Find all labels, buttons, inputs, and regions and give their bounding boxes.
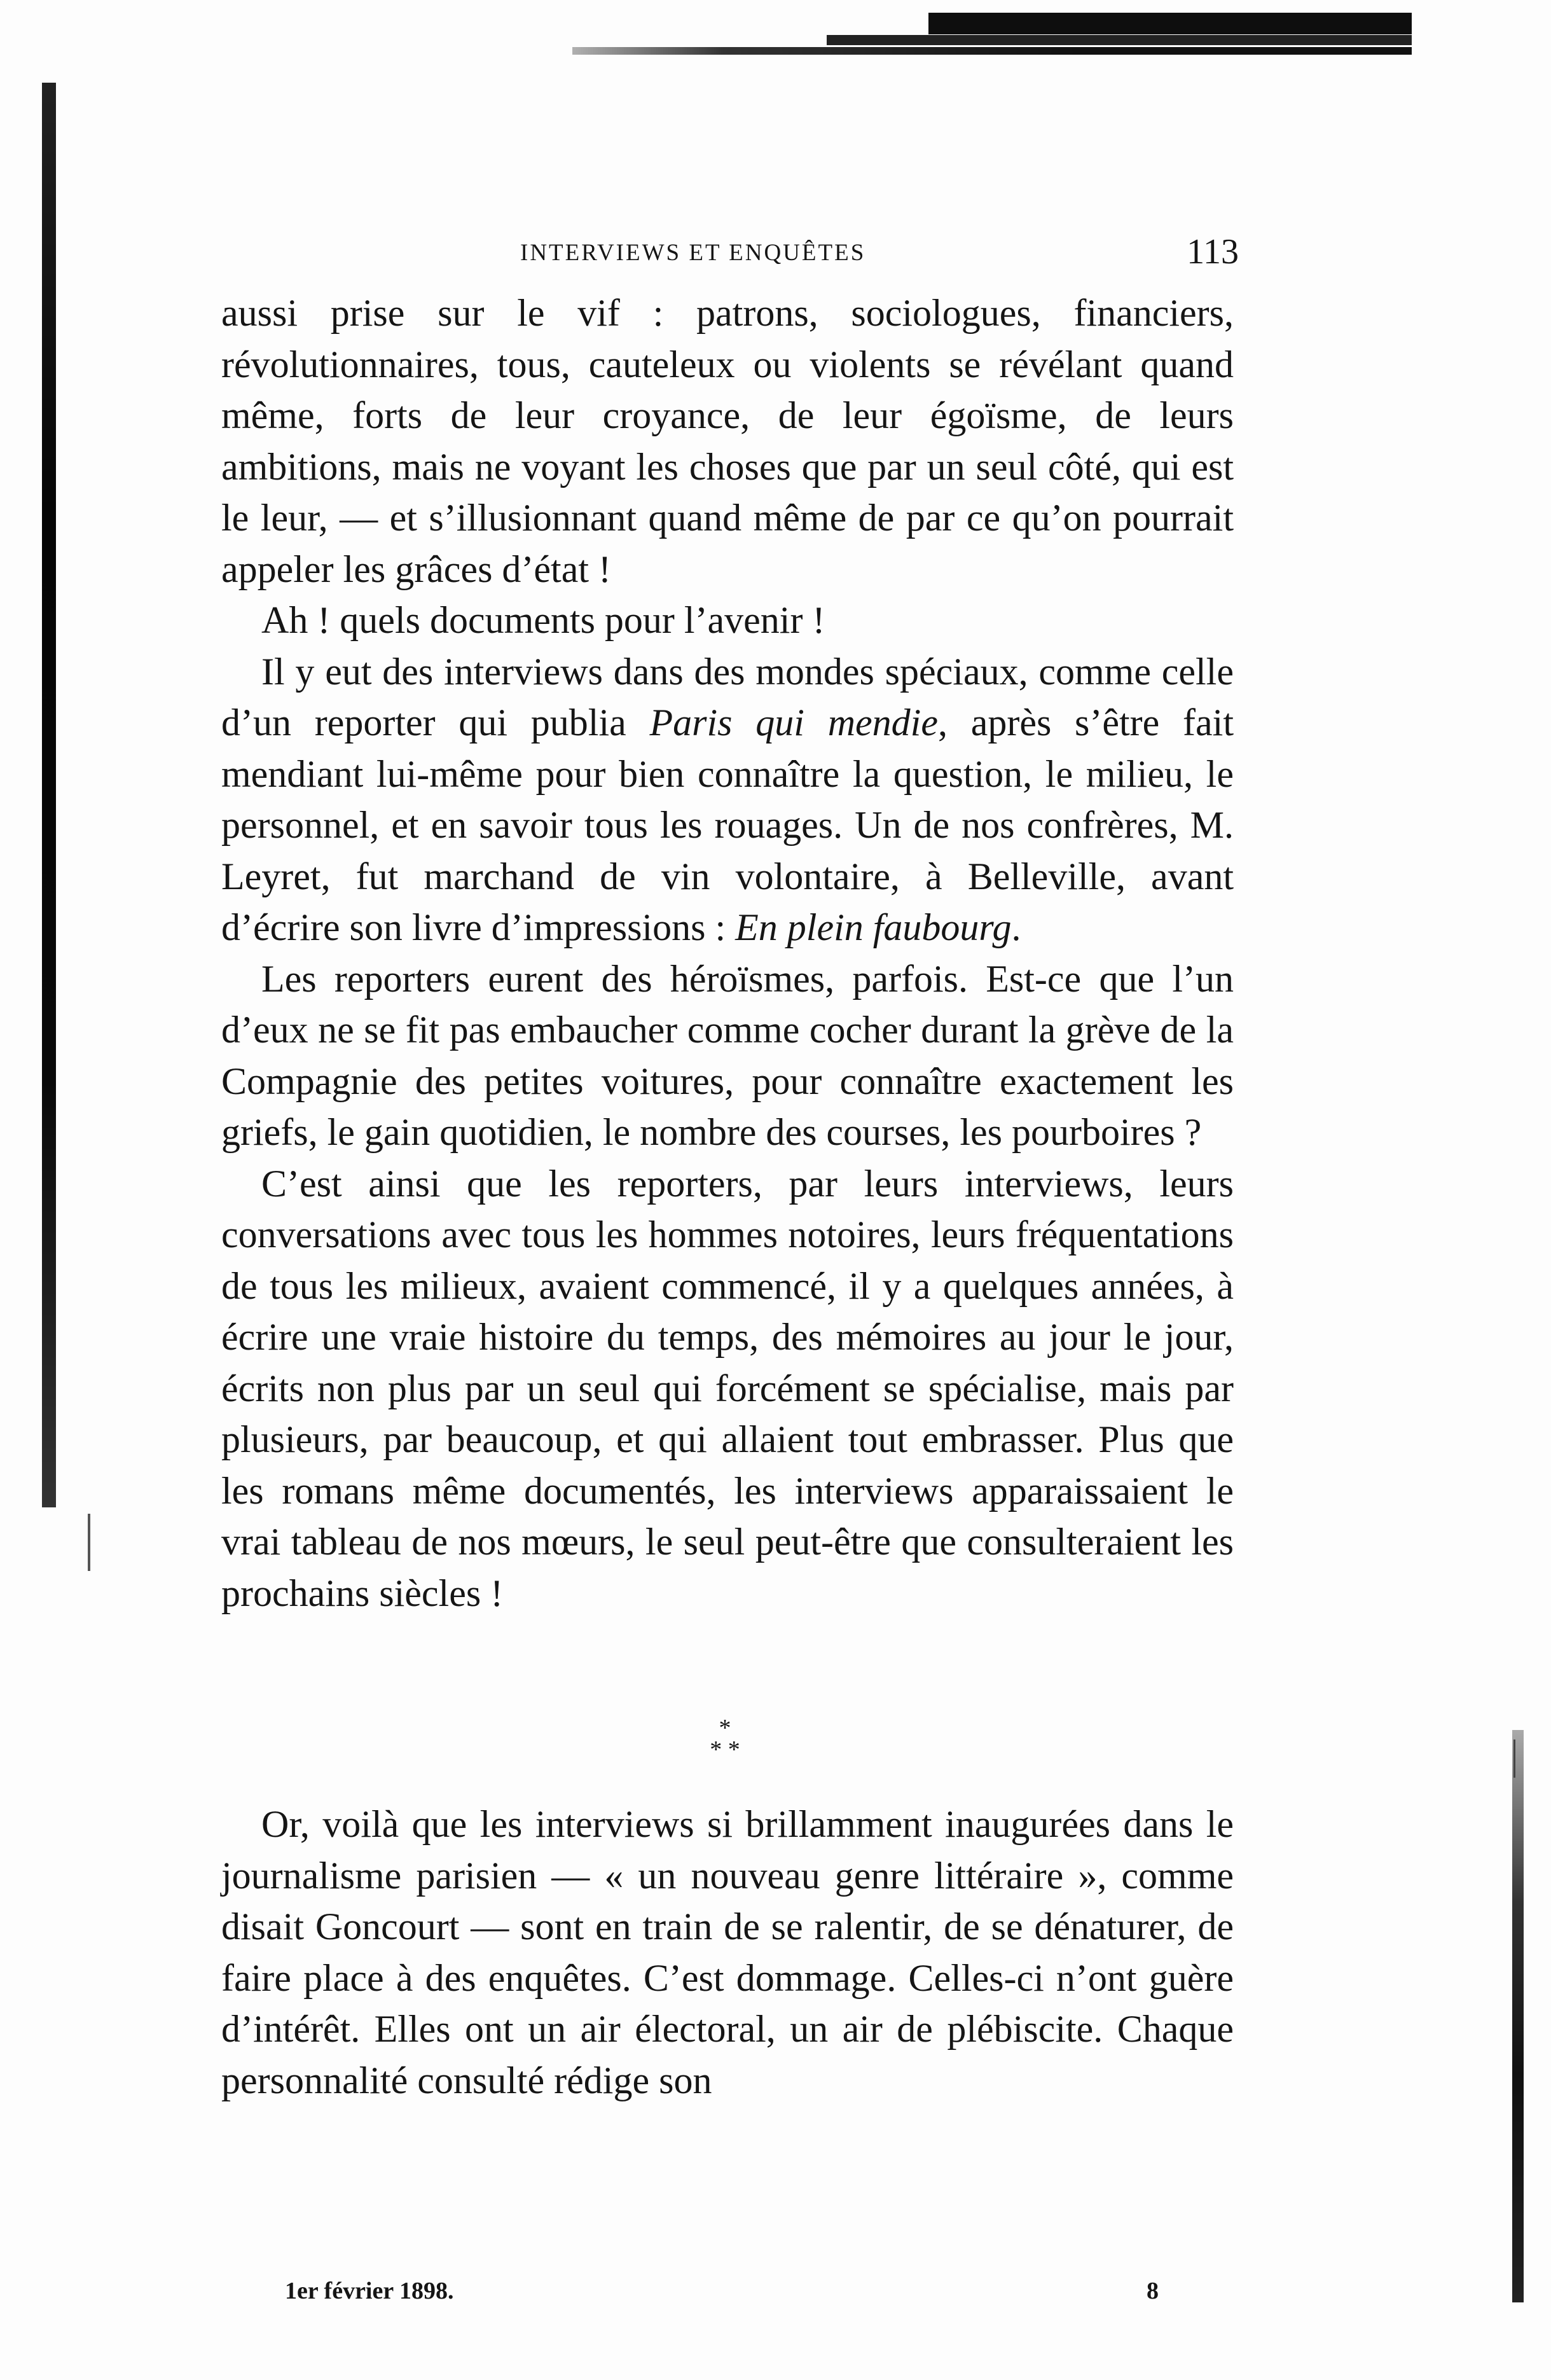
scan-edge-right-mark [1513,1740,1515,1778]
scan-edge-top-band [827,35,1412,45]
scan-edge-top [928,13,1412,34]
paragraph-text: Ah ! quels documents pour l’avenir ! [261,599,825,641]
paragraph-text: Il y eut des interviews dans des mondes spéciaux, comme celle d’un reporter qui publia [221,650,1234,744]
paragraph [221,595,1234,646]
body-text-after-break [221,1799,1234,2106]
paragraph [221,287,1234,595]
paragraph [221,646,1234,953]
italic-title-text: En plein faubourg [735,906,1012,948]
paragraph [221,1799,1234,2106]
paragraph-text: aussi prise sur le vif : patrons, sociologues, financiers, révolutionnaires, tous, cauteleux ou violents se révélant quand même, forts de leur croyance, de leur égoïsme, de leurs ambitions, mais ne voyant les choses que par un seul côté, qui est le leur, — et s’illusionnant quand même de par ce qu’on pourrait appeler les grâces d’état ! [221,292,1234,590]
page-footer [221,2277,1234,2315]
paragraph-text: Les reporters eurent des héroïsmes, parfois. Est-ce que l’un d’eux ne se fit pas embaucher comme cocher durant la grève de la Compagnie des petites voitures, pour connaître exactement les griefs, le gain quotidien, le nombre des courses, les pourboires ? [221,957,1234,1153]
scan-edge-left [42,83,56,1507]
asterism-bottom: * * [710,1736,740,1763]
paragraph [221,953,1234,1158]
scan-edge-right [1512,1730,1524,2302]
paragraph-text: Or, voilà que les interviews si brillamment inaugurées dans le journalisme parisien — « un nouveau genre littéraire », comme disait Goncourt — sont en train de se ralentir, de se dénaturer, de faire place à des enquêtes. C’est dommage. Celles-ci n’ont guère d’intérêt. Elles ont un air électoral, un air de plébiscite. Chaque personnalité consulté rédige son [221,1803,1234,2101]
scan-edge-left-mark [88,1514,90,1571]
section-break-asterism [661,1717,789,1775]
paragraph-text: , après s’être fait mendiant lui-même pour bien connaître la question, le milieu, le personnel, et en savoir tous les rouages. Un de nos confrères, M. Leyret, fut marchand de vin volontaire, à Belleville, avant d’écrire son livre d’impressions : [221,702,1234,948]
paragraph-text: . [1011,906,1021,948]
body-text-before-break [221,287,1234,1619]
page-number: 113 [1187,232,1239,272]
paragraph [221,1158,1234,1619]
footer-date: 1er février 1898. [285,2278,454,2304]
running-head-title: INTERVIEWS ET ENQUÊTES [520,240,866,266]
italic-title-text: Paris qui mendie [649,702,938,744]
running-head [221,233,1239,284]
signature-mark: 8 [1147,2278,1159,2304]
asterism-top: * [719,1715,731,1741]
paragraph-text: C’est ainsi que les reporters, par leurs interviews, leurs conversations avec tous les hommes notoires, leurs fréquentations de tous les milieux, avaient commencé, il y a quelques années, à écrire une vraie histoire du temps, des mémoires au jour le jour, écrits non plus par un seul qui forcément se spécialise, mais par plusieurs, par beaucoup, et qui allaient tout embrasser. Plus que les romans même documentés, les interviews apparaissaient le vrai tableau de nos mœurs, le seul peut-être que consulteraient les prochains siècles ! [221,1162,1234,1614]
scan-edge-top-rule [572,47,1412,55]
